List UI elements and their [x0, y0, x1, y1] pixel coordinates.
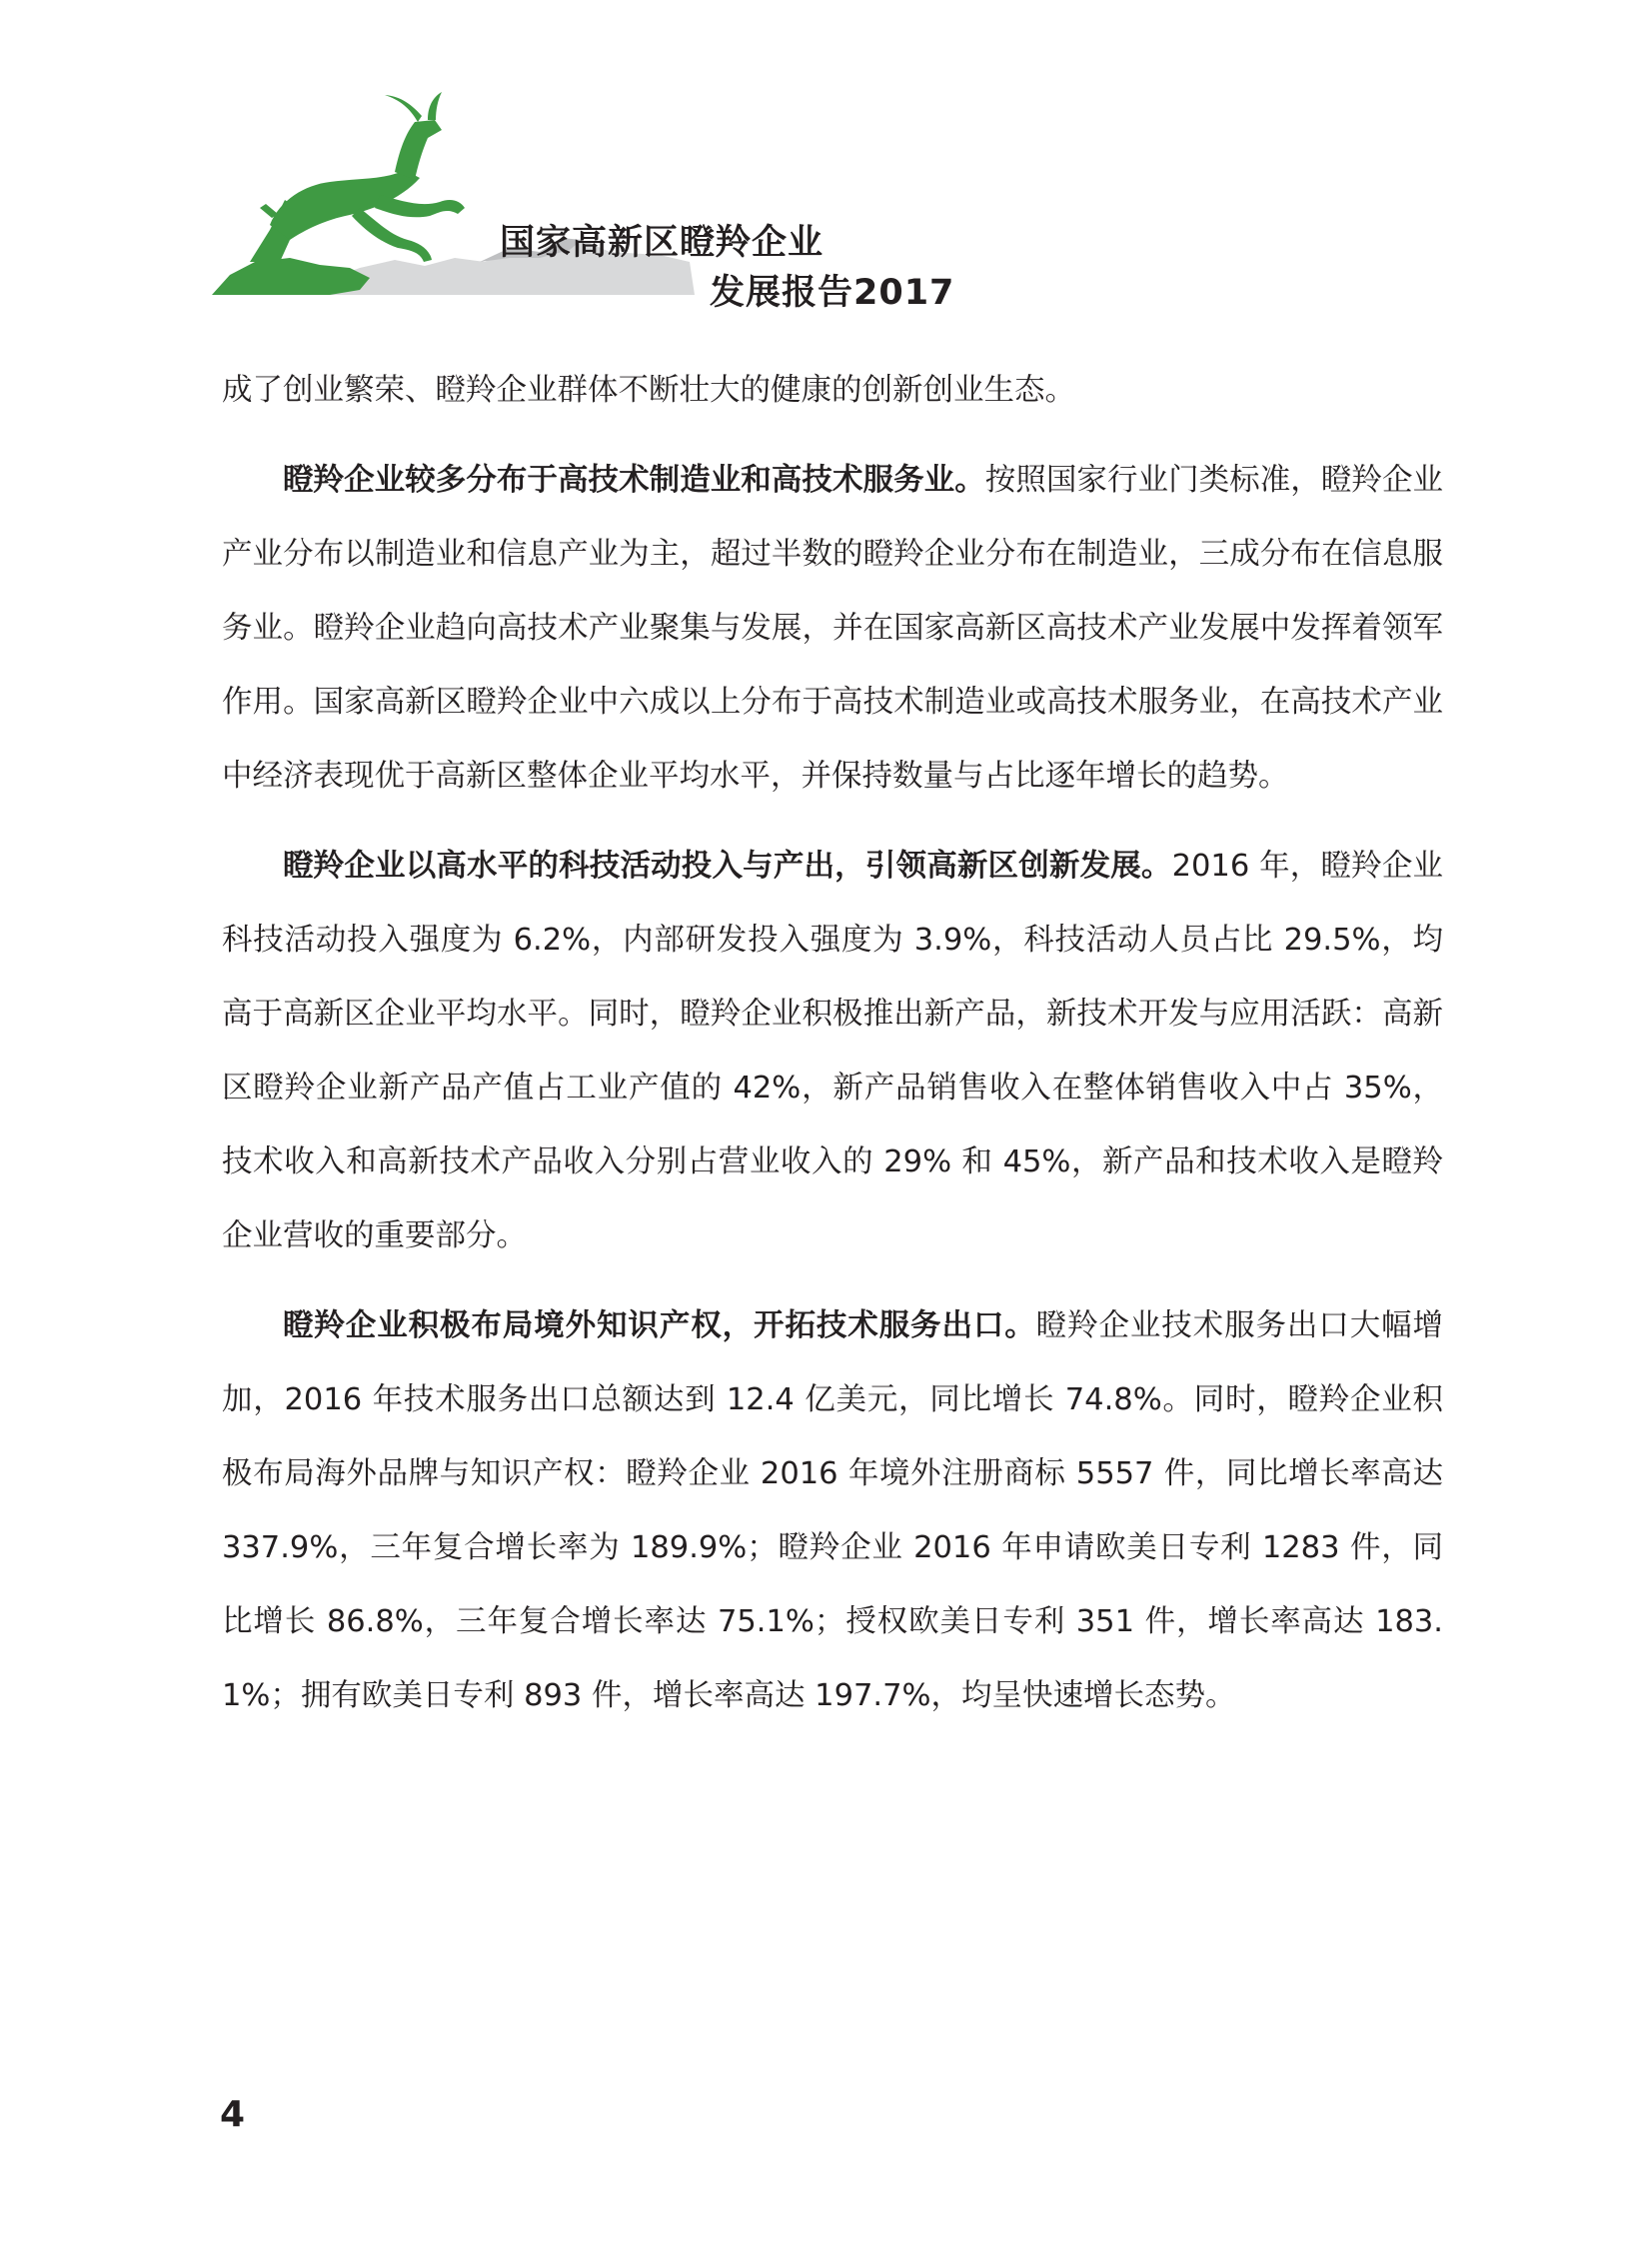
paragraph-3-text: 2016 年，瞪羚企业科技活动投入强度为 6.2%，内部研发投入强度为 3.9%，科技活动人员占比 29.5%，均高于高新区企业平均水平。同时，瞪羚企业积极推出新产品，新技术开发与应用活跃：高新区瞪羚企业新产品产值占工业产值的 42%，新产品销售收入在整体销售收入中占 35%，技术收入和高新技术产品收入分别占营业收入的 29% 和 45%，新产品和技术收入是瞪羚企业营收的重要部分。	[222, 849, 1443, 1253]
paragraph-2-text: 按照国家行业门类标准，瞪羚企业产业分布以制造业和信息产业为主，超过半数的瞪羚企业分布在制造业，三成分布在信息服务业。瞪羚企业趋向高技术产业聚集与发展，并在国家高新区高技术产业发展中发挥着领军作用。国家高新区瞪羚企业中六成以上分布于高技术制造业或高技术服务业，在高技术产业中经济表现优于高新区整体企业平均水平，并保持数量与占比逐年增长的趋势。	[222, 463, 1444, 794]
report-title	[500, 218, 954, 318]
paragraph-4	[222, 1289, 1443, 1733]
paragraph-2	[222, 444, 1443, 814]
paragraph-3	[222, 830, 1443, 1273]
body-text	[222, 354, 1443, 1733]
paragraph-4-lead: 瞪羚企业积极布局境外知识产权，开拓技术服务出口。	[283, 1308, 1036, 1343]
paragraph-1	[222, 354, 1443, 428]
paragraph-4-text: 瞪羚企业技术服务出口大幅增加，2016 年技术服务出口总额达到 12.4 亿美元，同比增长 74.8%。同时，瞪羚企业积极布局海外品牌与知识产权：瞪羚企业 2016 年境外注册商标 5557 件，同比增长率高达 337.9%，三年复合增长率为 189.9%；瞪羚企业 2016 年申请欧美日专利 1283 件，同比增长 86.8%，三年复合增长率达 75.1%；授权欧美日专利 351 件，增长率高达 183.1%；拥有欧美日专利 893 件，增长率高达 197.7%，均呈快速增长态势。	[222, 1308, 1444, 1713]
report-title-line2: 发展报告2017	[710, 273, 955, 313]
paragraph-3-lead: 瞪羚企业以高水平的科技活动投入与产出，引领高新区创新发展。	[283, 849, 1172, 884]
page-number: 4	[220, 2094, 246, 2135]
page-header	[0, 0, 1652, 330]
paragraph-1-text: 成了创业繁荣、瞪羚企业群体不断壮大的健康的创新创业生态。	[222, 373, 1075, 408]
paragraph-2-lead: 瞪羚企业较多分布于高技术制造业和高技术服务业。	[283, 463, 985, 498]
report-title-line1: 国家高新区瞪羚企业	[500, 223, 825, 263]
